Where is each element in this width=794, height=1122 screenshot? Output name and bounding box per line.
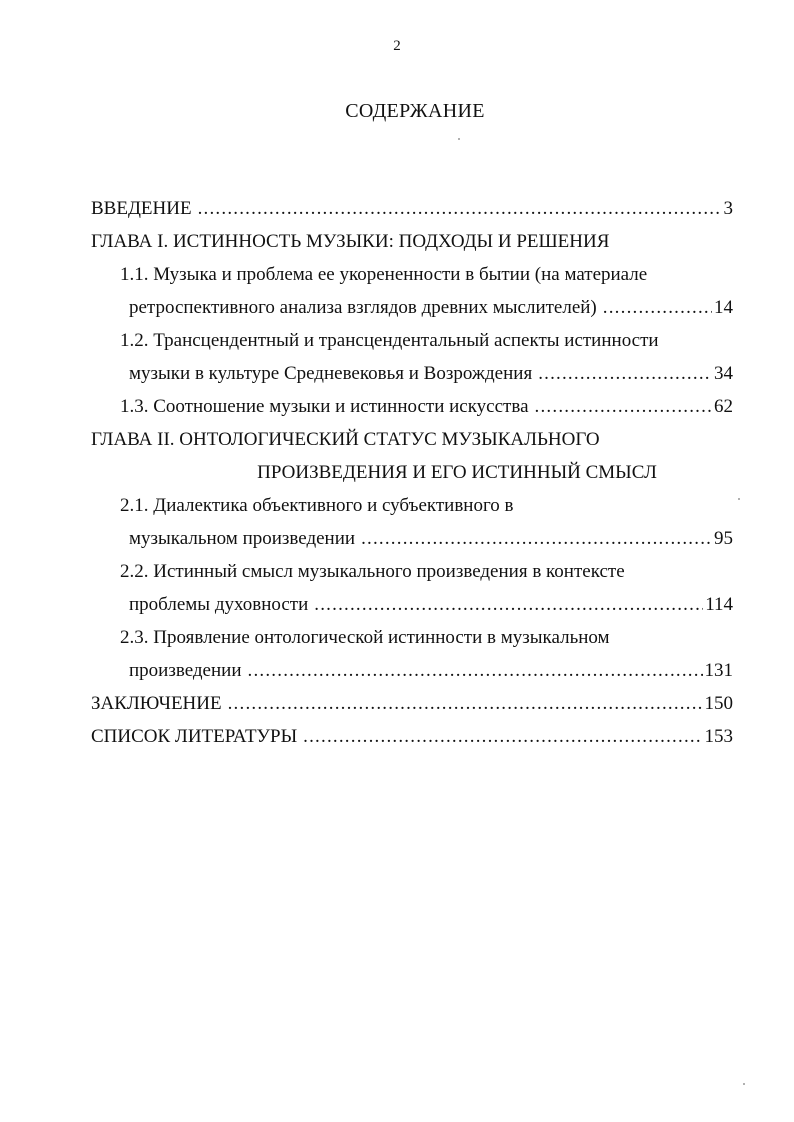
- scan-speck: [743, 1083, 745, 1085]
- toc-entry-text: музыкальном произведении: [129, 528, 356, 549]
- toc-page-number: 14: [714, 297, 733, 318]
- page-title: СОДЕРЖАНИЕ: [345, 100, 485, 122]
- toc-page-number: 114: [705, 594, 733, 615]
- toc-entry-text: 2.2. Истинный смысл музыкального произведения в контексте: [120, 561, 625, 582]
- toc-section-2-3[interactable]: [91, 624, 733, 657]
- dot-leader: [228, 690, 703, 718]
- toc-page-number: 153: [704, 726, 733, 747]
- dot-leader: [538, 360, 712, 388]
- toc-section-2-3-continued[interactable]: [91, 657, 733, 690]
- toc-entry-text: ВВЕДЕНИЕ: [91, 198, 192, 219]
- toc-entry-conclusion[interactable]: [91, 690, 733, 723]
- toc-entry-introduction[interactable]: [91, 195, 733, 228]
- table-of-contents: [91, 195, 733, 756]
- toc-chapter-2-heading-continued[interactable]: [91, 459, 733, 492]
- toc-entry-text: ГЛАВА II. ОНТОЛОГИЧЕСКИЙ СТАТУС МУЗЫКАЛЬНОГО: [91, 429, 600, 450]
- toc-entry-text: СПИСОК ЛИТЕРАТУРЫ: [91, 726, 298, 747]
- toc-section-2-1[interactable]: [91, 492, 733, 525]
- scan-speck: [458, 138, 460, 140]
- toc-page-number: 131: [704, 660, 733, 681]
- dot-leader: [314, 591, 703, 619]
- toc-entry-text: проблемы духовности: [129, 594, 309, 615]
- toc-chapter-2-heading[interactable]: [91, 426, 733, 459]
- dot-leader: [198, 195, 722, 223]
- toc-entry-text: ГЛАВА I. ИСТИННОСТЬ МУЗЫКИ: ПОДХОДЫ И РЕШЕНИЯ: [91, 231, 610, 252]
- toc-entry-text: 2.3. Проявление онтологической истинности в музыкальном: [120, 627, 610, 648]
- toc-page-number: 62: [714, 396, 733, 417]
- dot-leader: [603, 294, 712, 322]
- dot-leader: [303, 723, 702, 751]
- toc-section-1-1[interactable]: [91, 261, 733, 294]
- toc-section-1-1-continued[interactable]: [91, 294, 733, 327]
- toc-section-1-2[interactable]: [91, 327, 733, 360]
- toc-entry-text: 1.2. Трансцендентный и трансцендентальный аспекты истинности: [120, 330, 659, 351]
- toc-entry-text: музыки в культуре Средневековья и Возрождения: [129, 363, 533, 384]
- toc-entry-text: ЗАКЛЮЧЕНИЕ: [91, 693, 222, 714]
- toc-entry-text: 1.3. Соотношение музыки и истинности искусства: [120, 396, 529, 417]
- toc-entry-text: 2.1. Диалектика объективного и субъективного в: [120, 495, 514, 516]
- toc-entry-text: 1.1. Музыка и проблема ее укорененности в бытии (на материале: [120, 264, 648, 285]
- toc-page-number: 150: [704, 693, 733, 714]
- toc-section-2-2-continued[interactable]: [91, 591, 733, 624]
- dot-leader: [535, 393, 712, 421]
- toc-chapter-1-heading[interactable]: [91, 228, 733, 261]
- toc-entry-bibliography[interactable]: [91, 723, 733, 756]
- scan-speck: [738, 498, 740, 500]
- dot-leader: [361, 525, 712, 553]
- toc-page-number: 95: [714, 528, 733, 549]
- toc-section-2-2[interactable]: [91, 558, 733, 591]
- toc-entry-text: ПРОИЗВЕДЕНИЯ И ЕГО ИСТИННЫЙ СМЫСЛ: [257, 462, 657, 483]
- page-number: 2: [393, 38, 401, 54]
- toc-page-number: 3: [723, 198, 733, 219]
- dot-leader: [248, 657, 703, 685]
- toc-entry-text: произведении: [129, 660, 242, 681]
- toc-section-2-1-continued[interactable]: [91, 525, 733, 558]
- toc-entry-text: ретроспективного анализа взглядов древних мыслителей): [129, 297, 597, 318]
- toc-page-number: 34: [714, 363, 733, 384]
- toc-section-1-3[interactable]: [91, 393, 733, 426]
- toc-section-1-2-continued[interactable]: [91, 360, 733, 393]
